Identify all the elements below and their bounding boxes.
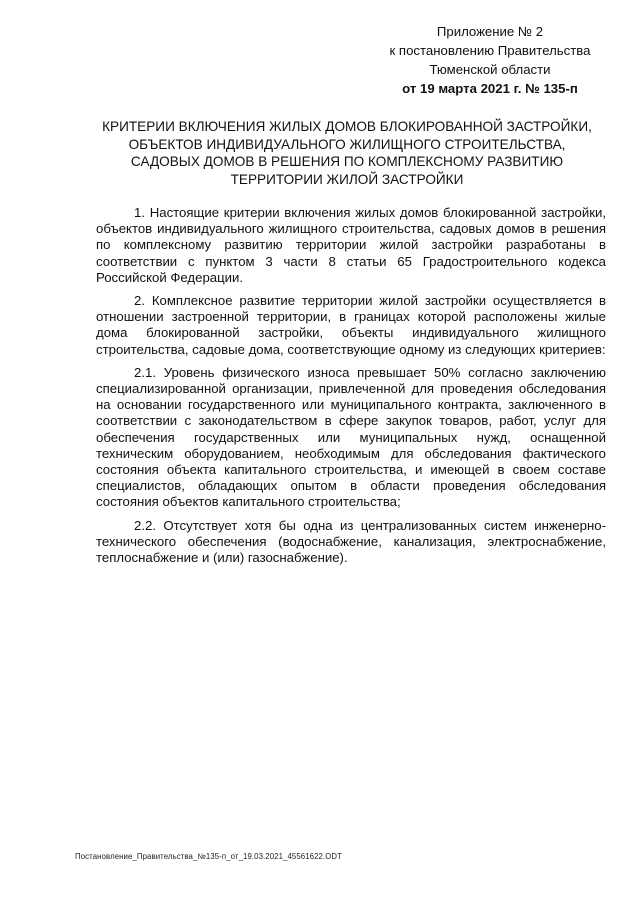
document-header bbox=[360, 22, 620, 98]
paragraph-2: 2. Комплексное развитие территории жилой застройки осуществляется в отношении застроенной территории, в границах которой расположены жилые дома блокированной застройки, объекты индивидуального жилищного строительства, садовые дома, соответствующие одному из следующих критериев: bbox=[96, 293, 606, 357]
region-name: Тюменской области bbox=[429, 62, 551, 77]
paragraph-2-2: 2.2. Отсутствует хотя бы одна из централизованных систем инженерно-технического обеспечения (водоснабжение, канализация, электроснабжение, теплоснабжение и (или) газоснабжение). bbox=[96, 517, 606, 566]
paragraph-1: 1. Настоящие критерии включения жилых домов блокированной застройки, объектов индивидуального жилищного строительства, садовых домов в решения по комплексному развитию территории жилой застройки разработаны в соответствии с пунктом 3 части 8 статьи 65 Градостроительного кодекса Российской Федерации. bbox=[96, 205, 606, 285]
resolution-date-number: от 19 марта 2021 г. № 135-п bbox=[402, 81, 578, 96]
document-title: КРИТЕРИИ ВКЛЮЧЕНИЯ ЖИЛЫХ ДОМОВ БЛОКИРОВАННОЙ ЗАСТРОЙКИ, ОБЪЕКТОВ ИНДИВИДУАЛЬНОГО ЖИЛИЩНОГО СТРОИТЕЛЬСТВА, САДОВЫХ ДОМОВ В РЕШЕНИЯ ПО КОМПЛЕКСНОМУ РАЗВИТИЮ ТЕРРИТОРИИ ЖИЛОЙ ЗАСТРОЙКИ bbox=[102, 119, 592, 187]
paragraph-2-1: 2.1. Уровень физического износа превышает 50% согласно заключению специализированной организации, привлеченной для проведения обследования на основании государственного или муниципального контракта, заключенного в соответствии с законодательством в сфере закупок товаров, работ, услуг для обеспечения государственных или муниципальных нужд, оснащенной техническим оборудованием, необходимым для обследования фактического состояния объекта капитального строительства, и имеющей в своем составе специалистов, обладающих опытом в области проведения обследования состояния объектов капитального строительства; bbox=[96, 364, 606, 510]
resolution-reference: к постановлению Правительства bbox=[389, 43, 591, 58]
file-name-footer: Постановление_Правительства_№135-п_от_19.03.2021_45561622.ODT bbox=[75, 852, 342, 861]
appendix-number: Приложение № 2 bbox=[436, 24, 544, 39]
document-body bbox=[96, 205, 606, 573]
